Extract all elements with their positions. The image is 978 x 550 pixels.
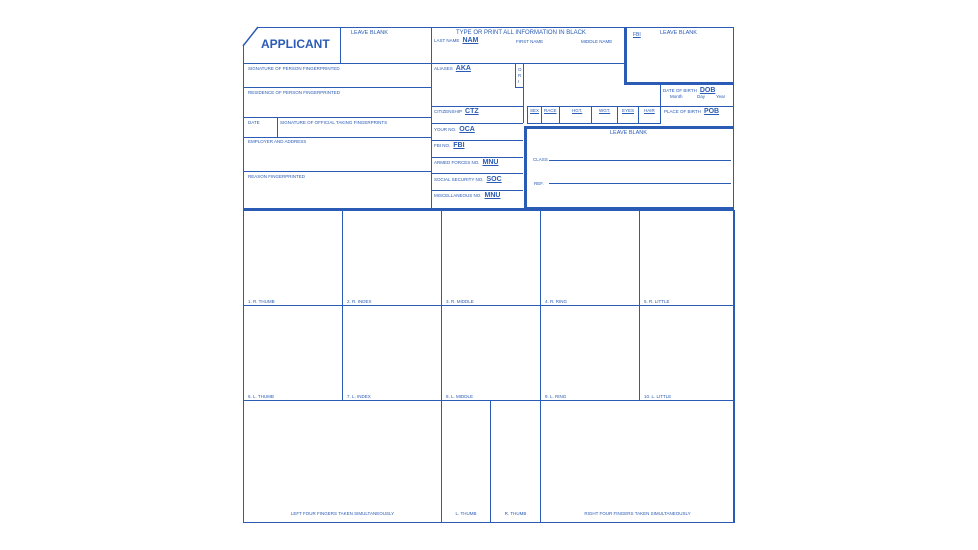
finger-label: 9. L. RING [545, 394, 567, 399]
right-thumb-box[interactable] [490, 400, 541, 523]
residence-field[interactable]: RESIDENCE OF PERSON FINGERPRINTED [248, 90, 341, 95]
fbi-leave-blank-label: LEAVE BLANK [660, 30, 697, 36]
finger-box-4[interactable] [540, 210, 640, 306]
first-name-label: FIRST NAME [516, 39, 544, 44]
ssn-field[interactable]: SOCIAL SECURITY NO. SOC [434, 176, 502, 183]
ori-label: O R I [518, 67, 522, 84]
date-field[interactable]: DATE [248, 120, 260, 125]
finger-label: 10. L. LITTLE [644, 394, 672, 399]
dob-year: Year [716, 94, 726, 99]
finger-box-10[interactable] [639, 305, 735, 401]
dob-month: Month [670, 94, 683, 99]
instruction-label: TYPE OR PRINT ALL INFORMATION IN BLACK [456, 30, 586, 36]
area-label: LEFT FOUR FINGERS TAKEN SIMULTANEOUSLY [290, 511, 395, 516]
pob-field[interactable]: PLACE OF BIRTH POB [664, 108, 720, 115]
last-name-field[interactable]: LAST NAME NAM [434, 37, 479, 44]
your-no-field[interactable]: YOUR NO. OCA [434, 126, 475, 133]
employer-field[interactable]: EMPLOYER AND ADDRESS [248, 139, 307, 144]
finger-box-2[interactable] [342, 210, 442, 306]
signature-field[interactable]: SIGNATURE OF PERSON FINGERPRINTED [248, 66, 340, 71]
fbi-label: FBI [633, 32, 641, 38]
misc-no-field[interactable]: MISCELLANEOUS NO. MNU [434, 192, 501, 199]
finger-box-6[interactable] [243, 305, 343, 401]
finger-box-9[interactable] [540, 305, 640, 401]
area-label: R. THUMB [504, 511, 527, 516]
sex-field[interactable]: SEX [527, 106, 542, 124]
card-corner [242, 26, 258, 46]
finger-box-7[interactable] [342, 305, 442, 401]
finger-label: 3. R. MIDDLE [446, 299, 474, 304]
race-field[interactable]: RACE [541, 106, 560, 124]
finger-box-8[interactable] [441, 305, 541, 401]
leave-blank-class-box [524, 126, 734, 210]
class-field[interactable]: CLASS [533, 157, 548, 162]
citizenship-field[interactable]: CITIZENSHIP CTZ [434, 108, 479, 115]
finger-box-5[interactable] [639, 210, 735, 306]
applicant-title: APPLICANT [261, 37, 330, 51]
finger-label: 6. L. THUMB [248, 394, 274, 399]
finger-label: 2. R. INDEX [347, 299, 372, 304]
aliases-field[interactable]: ALIASES AKA [434, 65, 471, 72]
reason-field[interactable]: REASON FINGERPRINTED [248, 174, 306, 179]
finger-box-1[interactable] [243, 210, 343, 306]
finger-box-3[interactable] [441, 210, 541, 306]
finger-label: 4. R. RING [545, 299, 568, 304]
ref-field[interactable]: REF. [534, 181, 544, 186]
dob-day: Day [697, 94, 706, 99]
middle-name-label: MIDDLE NAME [581, 39, 613, 44]
area-label: RIGHT FOUR FINGERS TAKEN SIMULTANEOUSLY [584, 511, 691, 516]
fbi-no-field[interactable]: FBI NO. FBI [434, 142, 465, 149]
finger-label: 5. R. LITTLE [644, 299, 670, 304]
weight-field[interactable]: WGT. [591, 106, 618, 124]
area-label: L. THUMB [455, 511, 477, 516]
left-thumb-box[interactable] [441, 400, 491, 523]
finger-label: 1. R. THUMB [248, 299, 275, 304]
leave-blank-label-2: LEAVE BLANK [610, 130, 647, 136]
right-four-box[interactable] [540, 400, 735, 523]
left-four-box[interactable] [243, 400, 442, 523]
height-field[interactable]: HGT. [559, 106, 592, 124]
armed-forces-field[interactable]: ARMED FORCES NO. MNU [434, 159, 499, 166]
finger-label: 7. L. INDEX [347, 394, 371, 399]
official-signature-field[interactable]: SIGNATURE OF OFFICIAL TAKING FINGERPRINTS [280, 120, 388, 125]
eyes-field[interactable]: EYES [617, 106, 639, 124]
leave-blank-label: LEAVE BLANK [351, 30, 388, 36]
dob-field[interactable]: DATE OF BIRTH DOB [663, 87, 716, 94]
hair-field[interactable]: HAIR [638, 106, 661, 124]
finger-label: 8. L. MIDDLE [446, 394, 474, 399]
